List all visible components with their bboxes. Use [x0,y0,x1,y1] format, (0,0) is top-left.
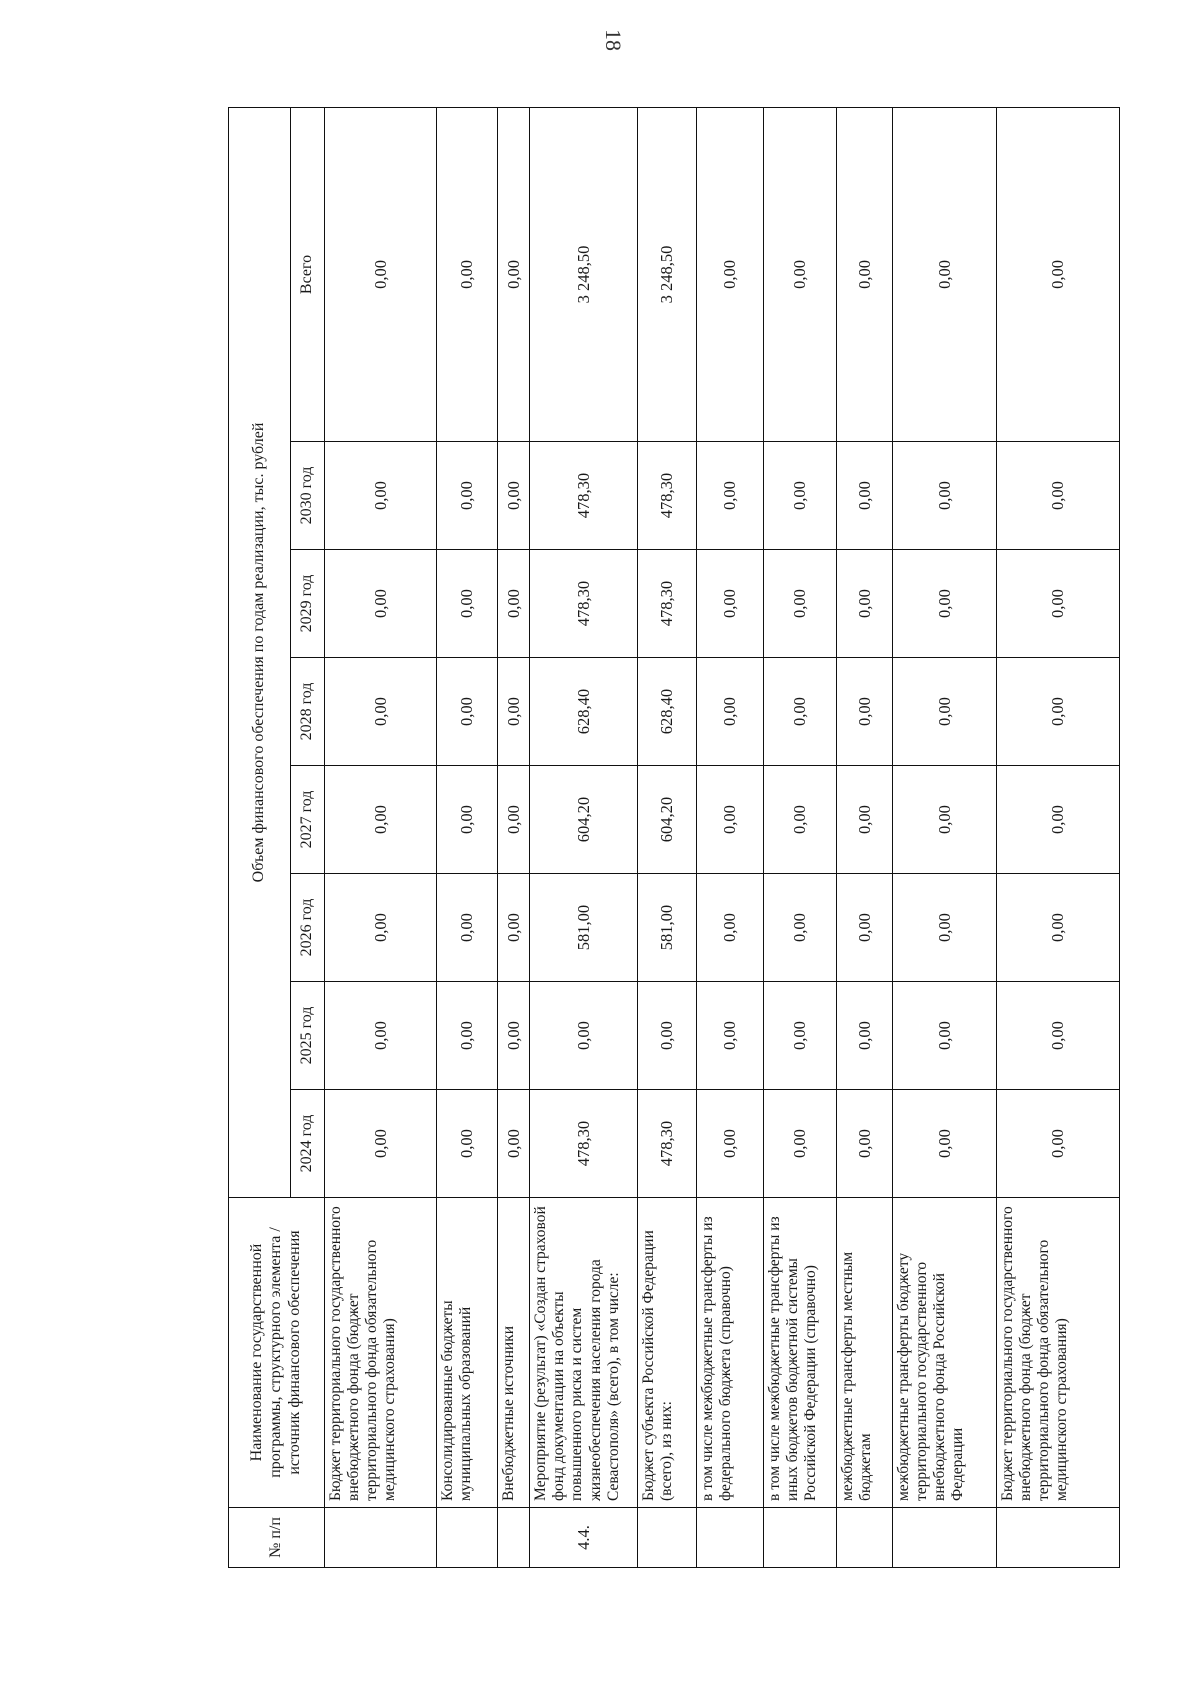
row-value: 478,30 [638,442,696,550]
row-value: 0,00 [893,874,997,982]
header-total: Всего [291,107,325,441]
row-value: 0,00 [763,658,836,766]
row-value: 0,00 [437,982,497,1090]
row-value: 0,00 [836,1090,892,1198]
row-value: 0,00 [497,1090,529,1198]
row-value: 478,30 [638,1090,696,1198]
row-value: 478,30 [530,550,638,658]
row-value: 0,00 [996,1090,1119,1198]
table-row [696,107,763,1567]
header-name [229,1198,325,1508]
row-number [325,1508,437,1568]
header-year-2026: 2026 год [291,874,325,982]
row-value: 0,00 [996,550,1119,658]
row-value: 478,30 [530,442,638,550]
row-number [497,1508,529,1568]
row-value: 0,00 [325,874,437,982]
row-value: 0,00 [325,766,437,874]
row-name: Бюджет субъекта Российской Федерации (всего), из них: [638,1198,696,1508]
header-name-line3: источник финансового обеспечения [285,1230,303,1475]
row-name: в том числе межбюджетные трансферты из иных бюджетов бюджетной системы Российской Федерации (справочно) [763,1198,836,1508]
row-number [996,1508,1119,1568]
table-row [893,107,997,1567]
table-row [530,107,638,1567]
row-total: 0,00 [763,107,836,441]
row-value: 478,30 [638,550,696,658]
page-number: 18 [601,29,626,51]
row-total: 3 248,50 [530,107,638,441]
row-name: Мероприятие (результат) «Создан страховой фонд документации на объекты повышенного риска и систем жизнеобеспечения населения города Севастополя» (всего), в том числе: [530,1198,638,1508]
row-value: 581,00 [638,874,696,982]
table-row [996,107,1119,1567]
row-value: 0,00 [696,658,763,766]
row-number [836,1508,892,1568]
row-total: 0,00 [497,107,529,441]
header-year-2027: 2027 год [291,766,325,874]
header-no: № п/п [229,1508,325,1568]
row-value: 0,00 [437,766,497,874]
header-year-2025: 2025 год [291,982,325,1090]
row-value: 0,00 [325,550,437,658]
row-value: 604,20 [638,766,696,874]
row-value: 0,00 [325,1090,437,1198]
row-value: 0,00 [696,1090,763,1198]
row-value: 0,00 [497,550,529,658]
row-value: 0,00 [437,658,497,766]
row-value: 0,00 [763,1090,836,1198]
header-year-2024: 2024 год [291,1090,325,1198]
row-value: 0,00 [836,766,892,874]
row-total: 0,00 [437,107,497,441]
row-value: 0,00 [996,658,1119,766]
row-value: 0,00 [836,982,892,1090]
table-row [763,107,836,1567]
row-value: 0,00 [763,982,836,1090]
row-value: 0,00 [325,442,437,550]
row-value: 0,00 [497,982,529,1090]
row-name: в том числе межбюджетные трансферты из федерального бюджета (справочно) [696,1198,763,1508]
row-value: 0,00 [696,874,763,982]
rotated-table-container [228,108,1120,1568]
row-name: Внебюджетные источники [497,1198,529,1508]
row-value: 0,00 [836,658,892,766]
header-name-line1: Наименование государственной [248,1243,266,1462]
row-value: 581,00 [530,874,638,982]
row-value: 0,00 [325,658,437,766]
row-value: 0,00 [996,442,1119,550]
row-value: 0,00 [996,766,1119,874]
row-value: 0,00 [996,874,1119,982]
row-name: межбюджетные трансферты местным бюджетам [836,1198,892,1508]
row-total: 0,00 [325,107,437,441]
row-number [763,1508,836,1568]
row-value: 0,00 [437,874,497,982]
row-value: 628,40 [638,658,696,766]
row-value: 0,00 [497,442,529,550]
row-value: 0,00 [497,766,529,874]
row-value: 0,00 [836,550,892,658]
table-row [325,107,437,1567]
row-number [638,1508,696,1568]
row-value: 0,00 [836,874,892,982]
header-group: Объем финансового обеспечения по годам реализации, тыс. рублей [229,107,291,1197]
row-value: 0,00 [696,550,763,658]
row-value: 0,00 [836,442,892,550]
table-row [638,107,696,1567]
row-number: 4.4. [530,1508,638,1568]
row-total: 0,00 [696,107,763,441]
row-number [437,1508,497,1568]
row-value: 0,00 [893,1090,997,1198]
header-year-2028: 2028 год [291,658,325,766]
row-value: 0,00 [893,658,997,766]
row-value: 0,00 [696,982,763,1090]
row-value: 0,00 [763,442,836,550]
row-value: 628,40 [530,658,638,766]
table-row [497,107,529,1567]
table-row [836,107,892,1567]
row-value: 0,00 [497,874,529,982]
row-value: 0,00 [437,1090,497,1198]
row-number [893,1508,997,1568]
row-value: 0,00 [437,550,497,658]
row-value: 0,00 [497,658,529,766]
row-name: Бюджет территориального государственного внебюджетного фонда (бюджет территориального фонда обязательного медицинского страхования) [325,1198,437,1508]
row-value: 0,00 [763,874,836,982]
row-value: 0,00 [437,442,497,550]
row-name: Бюджет территориального государственного внебюджетного фонда (бюджет территориального фонда обязательного медицинского страхования) [996,1198,1119,1508]
row-total: 3 248,50 [638,107,696,441]
row-total: 0,00 [836,107,892,441]
row-value: 0,00 [325,982,437,1090]
row-value: 0,00 [893,442,997,550]
row-total: 0,00 [893,107,997,441]
header-name-line2: программы, структурного элемента / [267,1227,285,1478]
row-value: 0,00 [996,982,1119,1090]
financing-table [228,107,1120,1568]
row-value: 0,00 [763,550,836,658]
row-value: 0,00 [638,982,696,1090]
row-value: 478,30 [530,1090,638,1198]
row-value: 0,00 [893,766,997,874]
row-value: 0,00 [893,982,997,1090]
header-row-1 [229,107,291,1567]
row-value: 604,20 [530,766,638,874]
header-year-2029: 2029 год [291,550,325,658]
row-name: межбюджетные трансферты бюджету территориального государственного внебюджетного фонда Российской Федерации [893,1198,997,1508]
row-name: Консолидированные бюджеты муниципальных образований [437,1198,497,1508]
row-value: 0,00 [696,766,763,874]
row-number [696,1508,763,1568]
row-value: 0,00 [763,766,836,874]
row-value: 0,00 [530,982,638,1090]
row-value: 0,00 [696,442,763,550]
row-value: 0,00 [893,550,997,658]
table-row [437,107,497,1567]
row-total: 0,00 [996,107,1119,441]
header-year-2030: 2030 год [291,442,325,550]
